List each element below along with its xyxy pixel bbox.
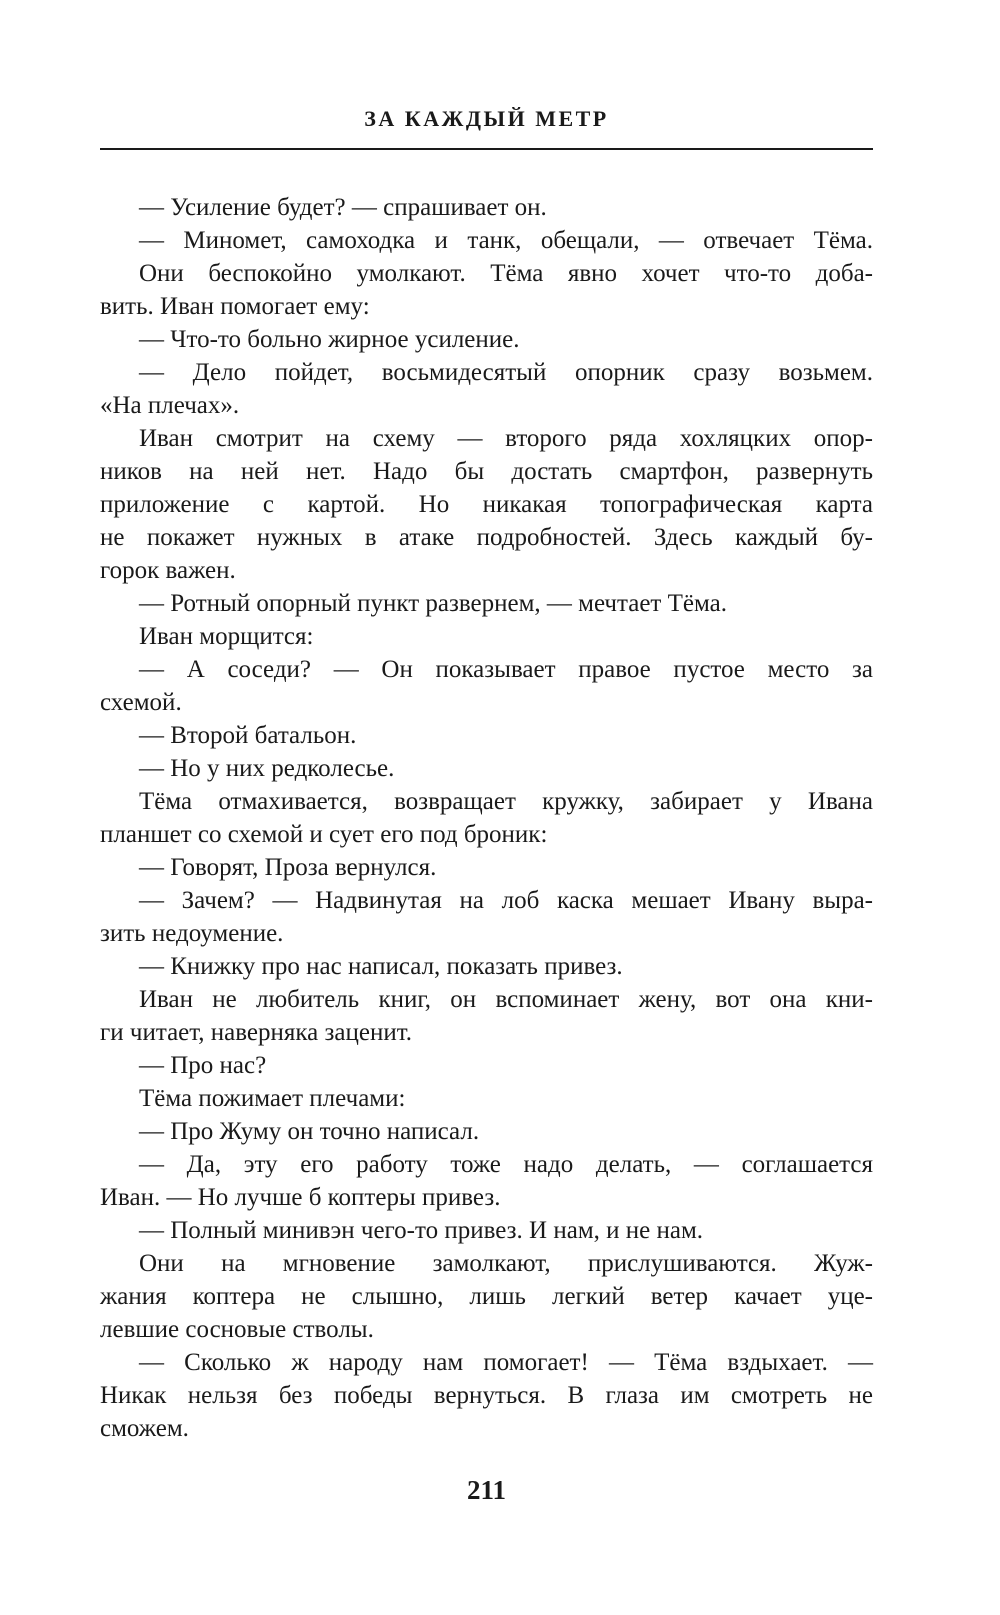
text-line: левшие сосновые стволы. [100,1316,374,1343]
text-line: Тёма пожимает плечами: [139,1085,406,1112]
page-number: 211 [466,1475,506,1505]
text-line: ги читает, наверняка заценит. [100,1019,413,1046]
text-line: — Ротный опорный пункт развернем, — мечтает Тёма. [139,590,727,617]
text-line: — Дело пойдет, восьмидесятый опорник сразу возьмем. [139,359,873,386]
text-line: Они беспокойно умолкают. Тёма явно хочет что-то доба- [139,260,873,287]
text-line: Иван не любитель книг, он вспоминает жену, вот она кни- [139,986,873,1013]
text-line: не покажет нужных в атаке подробностей. Здесь каждый бу- [100,524,873,551]
text-line: — Миномет, самоходка и танк, обещали, — отвечает Тёма. [139,227,873,254]
text-line: вить. Иван помогает ему: [100,293,370,320]
text-line: — А соседи? — Он показывает правое пустое место за [139,656,873,683]
text-line: — Зачем? — Надвинутая на лоб каска мешает Ивану выра- [139,887,873,914]
text-line: зить недоумение. [100,920,284,947]
text-line: — Полный минивэн чего-то привез. И нам, и не нам. [139,1217,704,1244]
header-rule [100,148,873,150]
text-line: — Про Жуму он точно написал. [139,1118,480,1145]
text-line: горок важен. [100,557,236,584]
text-line: — Второй батальон. [139,722,357,749]
text-line: Иван морщится: [139,623,314,650]
text-line: — Усиление будет? — спрашивает он. [139,194,547,221]
text-line: сможем. [100,1415,189,1442]
text-line: ников на ней нет. Надо бы достать смартфон, развернуть [100,458,873,485]
text-line: жания коптера не слышно, лишь легкий ветер качает уце- [100,1283,873,1310]
text-line: — Да, эту его работу тоже надо делать, — соглашается [139,1151,873,1178]
text-line: — Говорят, Проза вернулся. [139,854,437,881]
text-line: — Сколько ж народу нам помогает! — Тёма вздыхает. — [139,1349,873,1376]
running-head: ЗА КАЖДЫЙ МЕТР [364,106,609,131]
text-line: Они на мгновение замолкают, прислушиваются. Жуж- [139,1250,873,1277]
text-line: «На плечах». [100,392,240,419]
text-line: схемой. [100,689,182,716]
text-line: — Что-то больно жирное усиление. [139,326,520,353]
text-line: планшет со схемой и сует его под броник: [100,821,548,848]
text-line: — Но у них редколесье. [139,755,395,782]
text-line: Тёма отмахивается, возвращает кружку, забирает у Ивана [139,788,873,815]
text-line: — Книжку про нас написал, показать привез. [139,953,623,980]
text-line: приложение с картой. Но никакая топографическая карта [100,491,873,518]
text-line: Иван. — Но лучше б коптеры привез. [100,1184,501,1211]
text-line: Никак нельзя без победы вернуться. В глаза им смотреть не [100,1382,873,1409]
body-text [100,191,873,1445]
text-line: — Про нас? [139,1052,267,1079]
text-line: Иван смотрит на схему — второго ряда хохляцких опор- [139,425,873,452]
